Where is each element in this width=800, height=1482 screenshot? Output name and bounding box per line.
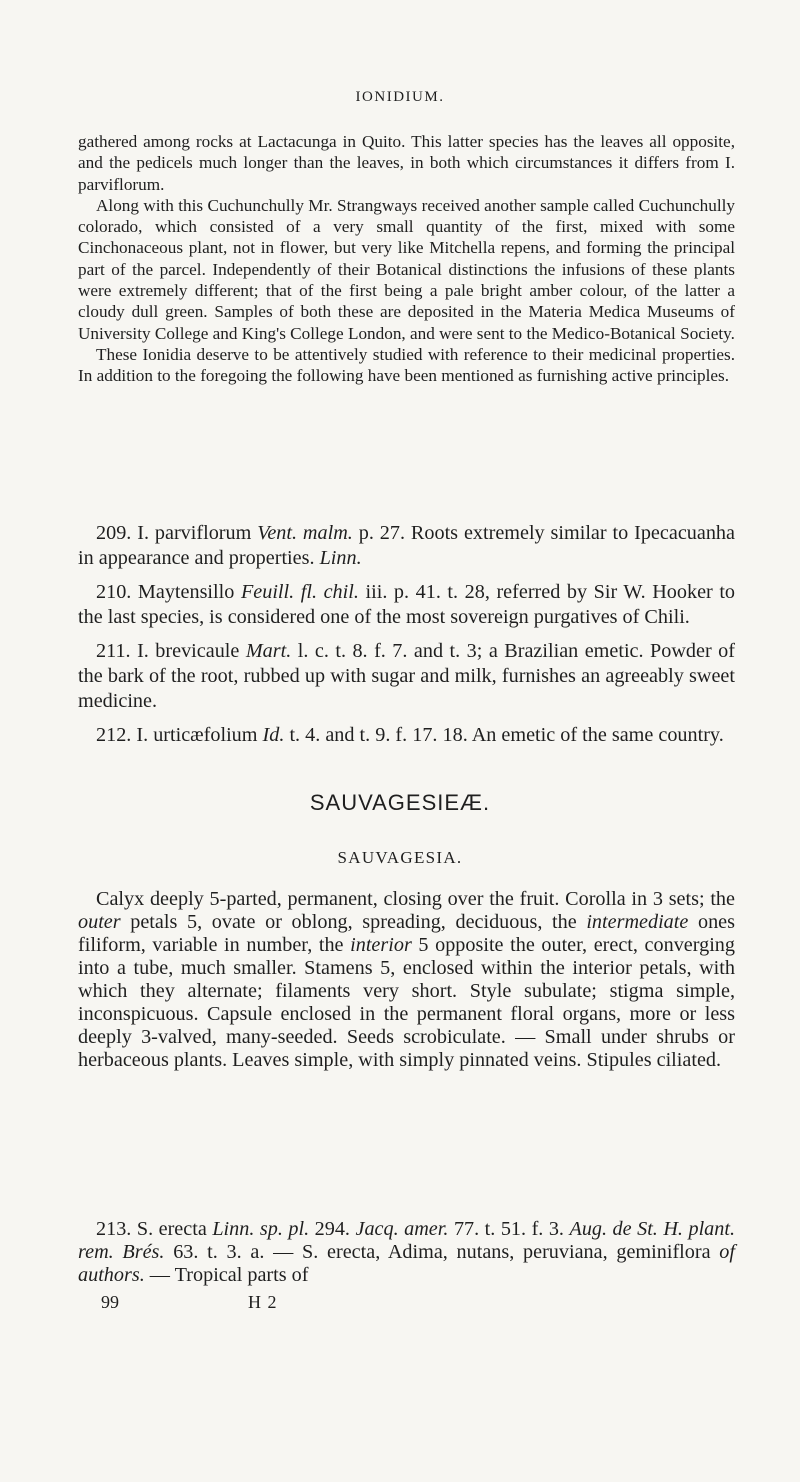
entry-213-paragraph — [78, 1218, 735, 1287]
reference: of authors. — [78, 1241, 735, 1286]
desc-text: 5 opposite the outer, erect, converging into a tube, much smaller. Stamens 5, enclosed within the interior petals, with which they alternate; filaments very short. Style subulate; stigma simple, inconspicuous. Capsule enclosed in the permanent floral organs, more or less deeply 3-valved, many-seeded. Seeds scrobiculate. — Small under shrubs or herbaceous plants. Leaves simple, with simply pinnated veins. Stipules ciliated. — [78, 934, 735, 1071]
species-name: I. urticæfolium — [136, 724, 258, 746]
intro-paragraph-3: These Ionidia deserve to be attentively studied with reference to their medicinal properties. In addition to the foregoing the following have been mentioned as furnishing active principles. — [78, 344, 735, 386]
entry-text: t. 4. and t. 9. f. 17. 18. An emetic of the same country. — [284, 724, 724, 746]
reference: Mart. — [245, 640, 292, 662]
genus-description-paragraph — [78, 888, 735, 1072]
entry-text: 77. t. 51. f. 3. — [448, 1218, 570, 1240]
species-name: S. erecta — [136, 1218, 207, 1240]
entry-text: 294. — [309, 1218, 356, 1240]
reference: Vent. malm. — [257, 522, 353, 544]
authority: Linn. — [319, 547, 362, 569]
entry-text: 63. t. 3. a. — S. erecta, Adima, nutans, peruviana, geminiflora — [164, 1241, 720, 1263]
entry-number: 212. — [96, 724, 132, 746]
page-number: 99 — [101, 1292, 119, 1312]
desc-italic-outer: outer — [78, 911, 121, 933]
entry-210 — [78, 580, 735, 630]
reference: Jacq. amer. — [355, 1218, 449, 1240]
species-entries — [78, 521, 735, 757]
species-name: I. brevicaule — [137, 640, 240, 662]
desc-text: petals 5, ovate or oblong, spreading, deciduous, the — [120, 911, 587, 933]
entry-212 — [78, 723, 735, 748]
intro-paragraph-2: Along with this Cuchunchully Mr. Strangways received another sample called Cuchunchully colorado, which consisted of a very small quantity of the first, mixed with some Cinchonaceous plant, not in flower, but very like Mitchella repens, and forming the principal part of the parcel. Independently of their Botanical distinctions the infusions of these plants were extremely different; that of the first being a pale bright amber colour, of the latter a cloudy dull green. Samples of both these are deposited in the Materia Medica Museums of University College and King's College London, and were sent to the Medico-Botanical Society. — [78, 195, 735, 343]
running-head: IONIDIUM. — [355, 89, 445, 105]
entry-209 — [78, 521, 735, 571]
entry-text: iii. p. 41. t. 28, referred by Sir W. Hooker to the last species, is considered one of the most sovereign purgatives of Chili. — [78, 581, 736, 628]
intro-paragraph-1: gathered among rocks at Lactacunga in Quito. This latter species has the leaves all opposite, and the pedicels much longer than the leaves, in both which circumstances it differs from I. parviflorum. — [78, 132, 735, 194]
reference: Linn. sp. pl. — [212, 1218, 310, 1240]
entry-text: l. c. t. 8. f. 7. and t. 3; a Brazilian emetic. Powder of the bark of the root, rubbed up with sugar and milk, furnishes an agreeably sweet medicine. — [78, 640, 735, 712]
genus-description — [78, 888, 735, 1072]
intro-text — [78, 131, 735, 387]
entry-number: 211. — [96, 640, 131, 662]
desc-italic-intermediate: intermediate — [586, 911, 689, 933]
entry-number: 213. — [96, 1218, 132, 1240]
species-name: Maytensillo — [137, 581, 235, 603]
entry-211 — [78, 639, 735, 714]
entry-text: — Tropical parts of — [144, 1264, 309, 1286]
reference: Id. — [262, 724, 285, 746]
desc-text: Calyx deeply 5-parted, permanent, closing over the fruit. Corolla in 3 sets; the — [96, 888, 735, 910]
family-heading: SAUVAGESIEÆ. — [309, 790, 491, 815]
signature-mark: H 2 — [248, 1292, 278, 1312]
desc-italic-interior: interior — [350, 934, 412, 956]
reference: Feuill. fl. chil. — [240, 581, 359, 603]
species-name: I. parviflorum — [137, 522, 252, 544]
entry-number: 210. — [96, 581, 132, 603]
entry-213 — [78, 1218, 735, 1287]
entry-number: 209. — [96, 522, 132, 544]
reference: Aug. de St. H. plant. rem. Brés. — [78, 1218, 736, 1263]
genus-heading: SAUVAGESIA. — [337, 848, 463, 867]
entry-text: p. 27. Roots extremely similar to Ipecacuanha in appearance and properties. — [78, 522, 735, 569]
desc-text: ones filiform, variable in number, the — [78, 911, 735, 956]
